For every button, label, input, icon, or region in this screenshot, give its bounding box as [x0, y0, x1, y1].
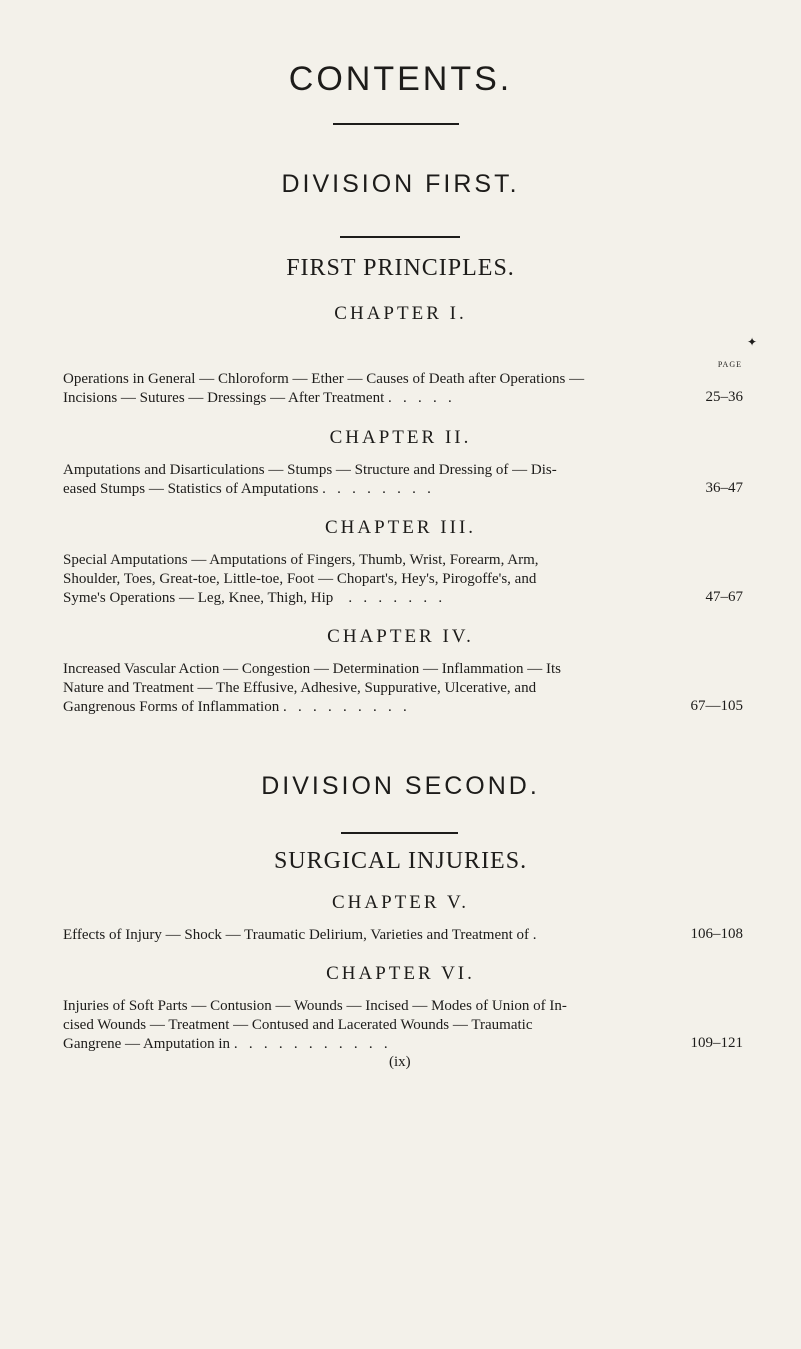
chapter-heading: CHAPTER III.: [324, 517, 477, 538]
page-range: 106–108: [690, 926, 743, 942]
page-range: 47–67: [705, 589, 743, 605]
page-range: 109–121: [690, 1035, 743, 1051]
entry-line: Amputations and Disarticulations — Stumps — Structure and Dressing of — Dis-: [63, 462, 557, 478]
entry-line: eased Stumps — Statistics of Amputations . . . . . . . .: [63, 481, 431, 497]
section-heading: FIRST PRINCIPLES.: [286, 255, 515, 281]
page-folio: (ix): [389, 1054, 411, 1070]
page-column-label: PAGE: [717, 360, 742, 369]
page-title: CONTENTS.: [288, 60, 513, 98]
division-heading: DIVISION FIRST.: [281, 170, 520, 198]
chapter-heading: CHAPTER I.: [334, 303, 467, 324]
division-rule: [341, 832, 458, 834]
entry-line: Nature and Treatment — The Effusive, Adhesive, Suppurative, Ulcerative, and: [63, 680, 537, 696]
entry-line: Injuries of Soft Parts — Contusion — Wounds — Incised — Modes of Union of In-: [63, 998, 567, 1014]
page-range: 67—105: [690, 698, 743, 714]
toc-entry: [63, 551, 743, 608]
entry-line: Incisions — Sutures — Dressings — After Treatment . . . . .: [63, 390, 452, 406]
chapter-heading: CHAPTER II.: [329, 427, 472, 448]
division-heading: DIVISION SECOND.: [261, 772, 540, 800]
entry-line: Special Amputations — Amputations of Fingers, Thumb, Wrist, Forearm, Arm,: [63, 552, 539, 568]
toc-entry: [63, 997, 743, 1054]
page-range: 36–47: [705, 480, 743, 496]
entry-line: Syme's Operations — Leg, Knee, Thigh, Hip . . . . . . .: [63, 590, 443, 606]
printer-mark: ✦: [747, 335, 758, 349]
entry-line: cised Wounds — Treatment — Contused and Lacerated Wounds — Traumatic: [63, 1017, 533, 1033]
toc-entry: [63, 370, 743, 408]
entry-line: Gangrene — Amputation in . . . . . . . . . . .: [63, 1036, 388, 1052]
page-range: 25–36: [705, 389, 743, 405]
entry-line: Effects of Injury — Shock — Traumatic Delirium, Varieties and Treatment of .: [63, 927, 537, 943]
chapter-heading: CHAPTER VI.: [326, 963, 475, 984]
toc-entry: [63, 461, 743, 499]
toc-entry: [63, 926, 743, 945]
chapter-heading: CHAPTER V.: [332, 892, 469, 913]
toc-entry: [63, 660, 743, 717]
entry-line: Increased Vascular Action — Congestion — Determination — Inflammation — Its: [63, 661, 561, 677]
division-rule: [340, 236, 460, 238]
entry-line: Operations in General — Chloroform — Ether — Causes of Death after Operations —: [63, 371, 585, 387]
chapter-heading: CHAPTER IV.: [327, 626, 474, 647]
entry-line: Shoulder, Toes, Great-toe, Little-toe, Foot — Chopart's, Hey's, Pirogoffe's, and: [63, 571, 537, 587]
section-heading: SURGICAL INJURIES.: [273, 848, 528, 874]
entry-line: Gangrenous Forms of Inflammation . . . . . . . . .: [63, 699, 407, 715]
title-rule: [333, 123, 459, 125]
